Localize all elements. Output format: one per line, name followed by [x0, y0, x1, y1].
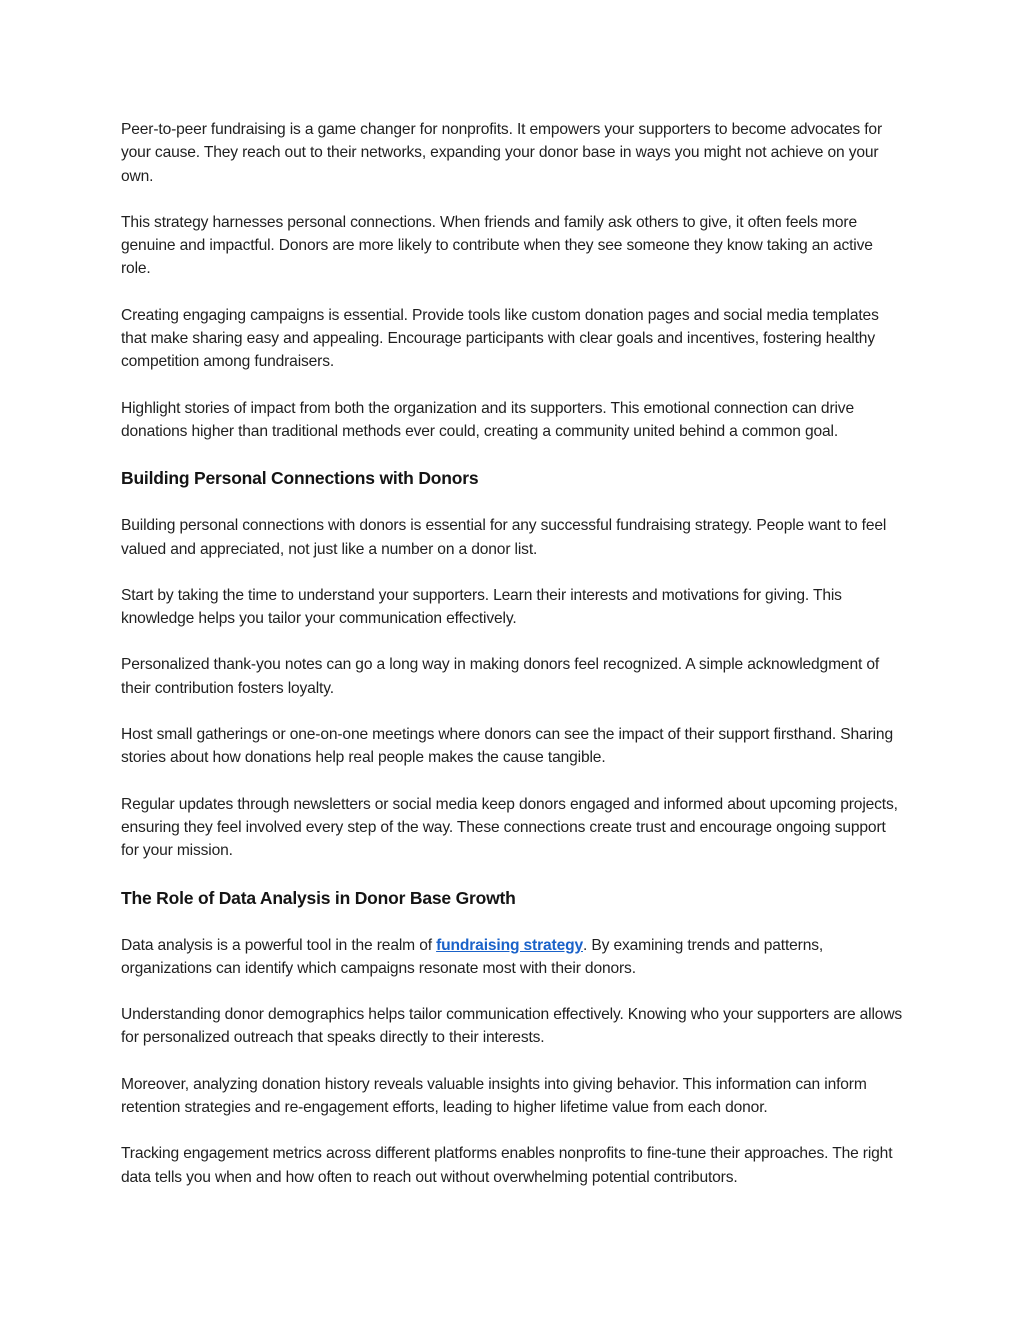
intro-paragraph-2: This strategy harnesses personal connections. When friends and family ask others to give, it often feels more genuine and impactful. Donors are more likely to contribute when they see someone they know taking an active role.	[121, 213, 873, 278]
data-paragraph-4: Tracking engagement metrics across different platforms enables nonprofits to fine-tune their approaches. The right data tells you when and how often to reach out without overwhelming potential contributors.	[121, 1145, 893, 1186]
personal-paragraph-2: Start by taking the time to understand your supporters. Learn their interests and motivations for giving. This knowledge helps you tailor your communication effectively.	[121, 586, 842, 628]
intro-paragraph-3: Creating engaging campaigns is essential. Provide tools like custom donation pages and social media templates that make sharing easy and appealing. Encourage participants with clear goals and incentives, fostering healthy competition among fundraisers.	[121, 306, 879, 371]
personal-paragraph-5: Regular updates through newsletters or social media keep donors engaged and informed about upcoming projects, ensuring they feel involved every step of the way. These connections create trust and encourage ongoing support for your mission.	[121, 795, 898, 860]
data-paragraph-2: Understanding donor demographics helps tailor communication effectively. Knowing who your supporters are allows for personalized outreach that speaks directly to their interests.	[121, 1006, 903, 1047]
fundraising-strategy-link[interactable]: fundraising strategy	[436, 936, 583, 954]
intro-paragraph-4: Highlight stories of impact from both the organization and its supporters. This emotional connection can drive donations higher than traditional methods ever could, creating a community united behind a common goal.	[121, 399, 854, 440]
data-paragraph-3: Moreover, analyzing donation history reveals valuable insights into giving behavior. This information can inform retention strategies and re-engagement efforts, leading to higher lifetime value from each donor.	[121, 1075, 867, 1117]
personal-paragraph-1: Building personal connections with donors is essential for any successful fundraising strategy. People want to feel valued and appreciated, not just like a number on a donor list.	[121, 517, 887, 558]
personal-paragraph-4: Host small gatherings or one-on-one meetings where donors can see the impact of their support firsthand. Sharing stories about how donations help real people makes the cause tangible.	[121, 726, 893, 767]
document-page	[121, 118, 903, 1212]
data-paragraph-1	[121, 934, 903, 981]
section-heading-personal-connections: Building Personal Connections with Donors	[121, 468, 479, 489]
data-paragraph-1-tail: . By examining trends and patterns, organizations can identify which campaigns resonate most with their donors.	[121, 936, 824, 977]
section-heading-data-analysis: The Role of Data Analysis in Donor Base Growth	[121, 887, 516, 908]
personal-paragraph-3: Personalized thank-you notes can go a long way in making donors feel recognized. A simple acknowledgment of their contribution fosters loyalty.	[121, 656, 880, 697]
data-paragraph-1-lead: Data analysis is a powerful tool in the realm of	[121, 936, 437, 954]
intro-paragraph-1: Peer-to-peer fundraising is a game changer for nonprofits. It empowers your supporters to become advocates for your cause. They reach out to their networks, expanding your donor base in ways you might not achieve on your own.	[121, 121, 882, 185]
